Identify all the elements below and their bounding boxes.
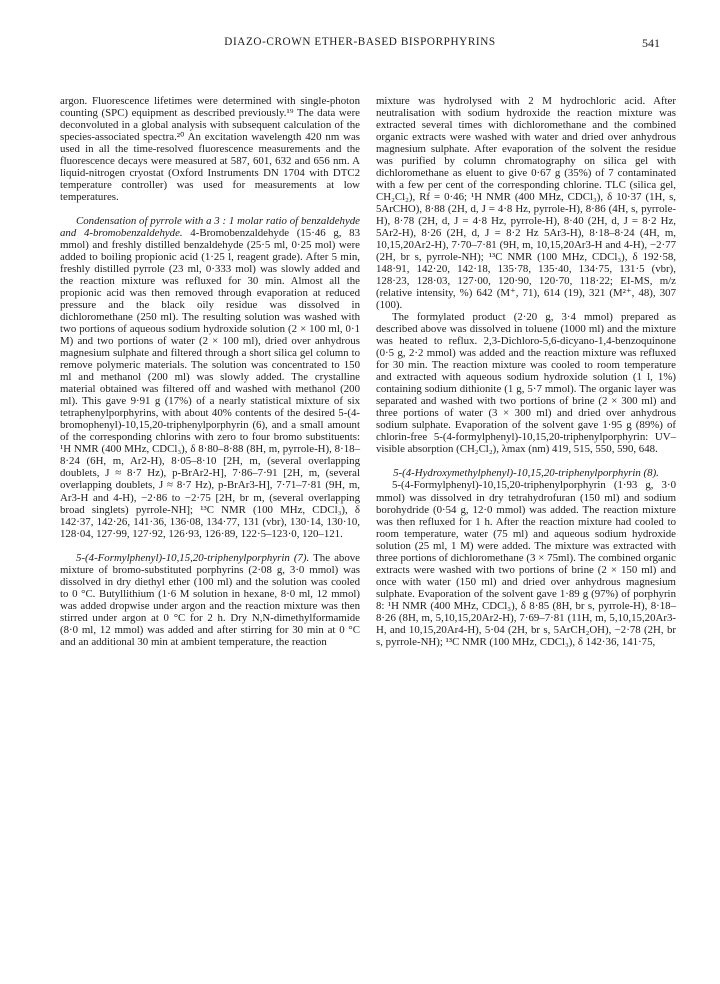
running-header: [0, 36, 720, 56]
condensation-paragraph: [60, 215, 360, 539]
hydroxymethylphenyl-heading: 5-(4-Hydroxymethylphenyl)-10,15,20-triphenylporphyrin (8).: [393, 467, 659, 480]
formylphenyl-paragraph: [60, 552, 360, 648]
running-title: DIAZO-CROWN ETHER-BASED BISPORPHYRINS: [224, 36, 496, 48]
hydroxymethylphenyl-body: 5-(4-Formylphenyl)-10,15,20-triphenylporphyrin (1·93 g, 3·0 mmol) was dissolved in dry tetrahydrofuran (150 ml) and sodium borohydride (0·54 g, 12·0 mmol) was added. The reaction mixture was then refluxed for 1 h. After the reaction mixture had cooled to room temperature, water (75 ml) and aqueous sodium hydroxide solution (25 ml, 1 M) were added. The mixture was extracted with three portions of dichloromethane (3 × 75ml). The combined organic extracts were washed with two portions of brine (2 × 150 ml) and once with water (150 ml) and dried over anhydrous magnesium sulphate. Evaporation of the solvent gave 1·89 g (97%) of porphyrin 8: ¹H NMR (400 MHz, CDCl₃), δ 8·85 (8H, br s, pyrrole-H), 8·18–8·26 (8H, m, 5,10,15,20Ar2-H), 7·69–7·81 (11H, m, 5,10,15,20Ar3-H, and 10,15,20Ar4-H), 5·04 (2H, br s, 5ArCH₂OH), −2·78 (2H, br s, pyrrole-NH); ¹³C NMR (100 MHz, CDCl₃), δ 142·36, 141·75,: [376, 479, 676, 648]
formylphenyl-body: The above mixture of bromo-substituted porphyrins (2·08 g, 3·0 mmol) was dissolved in dry diethyl ether (100 ml) and the solution was cooled to 0 °C. Butyllithium (1·6 M solution in hexane, 8·0 ml, 12 mmol) was added dropwise under argon and the reaction mixture was then stirred under argon at 0 °C for 2 h. Dry N,N-dimethylformamide (8·0 ml, 12 mmol) was added and after stirring for 30 min at 0 °C and an additional 30 min at ambient temperature, the reaction: [60, 551, 360, 648]
condensation-body: 4-Bromobenzaldehyde (15·46 g, 83 mmol) and freshly distilled benzaldehyde (25·5 ml, 0·25 mol) were added to boiling propionic acid (1·25 l, reagent grade). After 5 min, freshly distilled pyrrole (23 ml, 0·333 mol) was slowly added and the reaction mixture was refluxed for 30 min. Almost all the propionic acid was then removed through evaporation at reduced pressure and the black oily residue was dissolved in dichloromethane (250 ml). The resulting solution was washed with two portions of aqueous sodium hydroxide solution (2 × 100 ml, 0·1 M) and two portions of water (2 × 100 ml), dried over anhydrous magnesium sulphate and filtered through a short silica gel column to remove polymeric materials. The solution was concentrated to 150 ml and methanol (200 ml) was slowly added. The crystalline material obtained was filtered off and washed with methanol (200 ml). This gave 9·91 g (17%) of a nearly statistical mixture of six tetraphenylporphyrins, with about 40% contents of the desired 5-(4-bromophenyl)-10,15,20-triphenylporphyrin (6), and a small amount of the corresponding chlorins with zero to four bromo substituents: ¹H NMR (400 MHz, CDCl₃), δ 8·80–8·88 (8H, m, pyrrole-H), 8·18–8·24 (6H, m, Ar2-H), 8·05–8·10 [2H, m, (several overlapping doublets, J ≈ 8·7 Hz), p-BrAr2-H], 7·86–7·91 [2H, m, (several overlapping doublets, J ≈ 8·7 Hz), p-BrAr3-H], 7·71–7·81 (9H, m, Ar3-H and 4-H), −2·86 to −2·75 [2H, br m, (several overlapping broad singlets) pyrrole-NH]; ¹³C NMR (100 MHz, CDCl₃), δ 142·37, 142·26, 141·36, 136·08, 134·77, 131 (vbr), 130·14, 130·10, 128·04, 127·99, 127·92, 126·93, 126·89, 122·5–123·0, 120–121.: [60, 227, 360, 540]
left-column: [60, 95, 360, 648]
ddq-oxidation-paragraph: The formylated product (2·20 g, 3·4 mmol) prepared as described above was dissolved in toluene (1000 ml) and the mixture was heated to reflux. 2,3-Dichloro-5,6-dicyano-1,4-benzoquinone (0·5 g, 2·2 mmol) was added and the reaction mixture was refluxed for 30 min. The reaction mixture was cooled to room temperature and extracted with aqueous sodium hydroxide solution (1 l, 1%) containing sodium dithionite (1 g, 5·7 mmol). The organic layer was separated and washed with two portions of brine (2 × 300 ml) and three portions of water (3 × 300 ml) and dried over anhydrous sodium sulphate. Evaporation of the solvent gave 1·95 g (89%) of chlorin-free 5-(4-formylphenyl)-10,15,20-triphenylporphyrin: UV–visible absorption (CH₂Cl₂), λmax (nm) 419, 515, 550, 590, 648.: [376, 311, 676, 456]
page-number: 541: [642, 36, 660, 50]
condensation-heading: Condensation of pyrrole with a 3 : 1 molar ratio of benzaldehyde and 4-bromobenzaldehyde.: [60, 215, 360, 240]
right-column: [376, 95, 676, 648]
formylphenyl-heading: 5-(4-Formylphenyl)-10,15,20-triphenylporphyrin (7).: [76, 551, 310, 564]
fluorescence-paragraph: argon. Fluorescence lifetimes were determined with single-photon counting (SPC) equipment as described previously.¹⁹ The data were deconvoluted in a global analysis with subsequent calculation of the species-associated spectra.²⁰ An excitation wavelength 420 nm was used in all the time-resolved fluorescence measurements and the fluorescence decays were measured at 587, 601, 632 and 656 nm. A liquid-nitrogen cryostat (Oxford Instruments DN 1704 with DTC2 temperature controller) was used for measurements at low temperatures.: [60, 95, 360, 204]
hydrolysis-paragraph: mixture was hydrolysed with 2 M hydrochloric acid. After neutralisation with sodium hydroxide the reaction mixture was extracted several times with dichloromethane and the combined organic extracts were washed with water and dried over anhydrous magnesium sulphate. After evaporation of the solvent the residue was purified by column chromatography on silica gel with dichloromethane as eluent to give 0·67 g (35%) of 7 contaminated with a few per cent of the corresponding chlorine. TLC (silica gel, CH₂Cl₂), Rf = 0·46; ¹H NMR (400 MHz, CDCl₃), δ 10·37 (1H, s, 5ArCHO), 8·88 (2H, d, J = 4·8 Hz, pyrrole-H), 8·86 (4H, s, pyrrole-H), 8·78 (2H, d, J = 4·8 Hz, pyrrole-H), 8·40 (2H, d, J = 8·2 Hz, 5Ar2-H), 8·26 (2H, d, J = 8·2 Hz 5Ar3-H), 8·18–8·24 (4H, m, 10,15,20Ar2-H), 7·70–7·81 (9H, m, 10,15,20Ar3-H and 4-H), −2·77 (2H, br s, pyrrole-NH); ¹³C NMR (100 MHz, CDCl₃), δ 192·58, 148·91, 142·20, 142·18, 135·78, 135·40, 134·75, 131·5 (vbr), 128·23, 128·03, 127·00, 120·90, 120·70, 118·22; EI-MS, m/z (relative intensity, %) 642 (M⁺, 71), 614 (19), 321 (M²⁺, 48), 307 (100).: [376, 95, 676, 312]
